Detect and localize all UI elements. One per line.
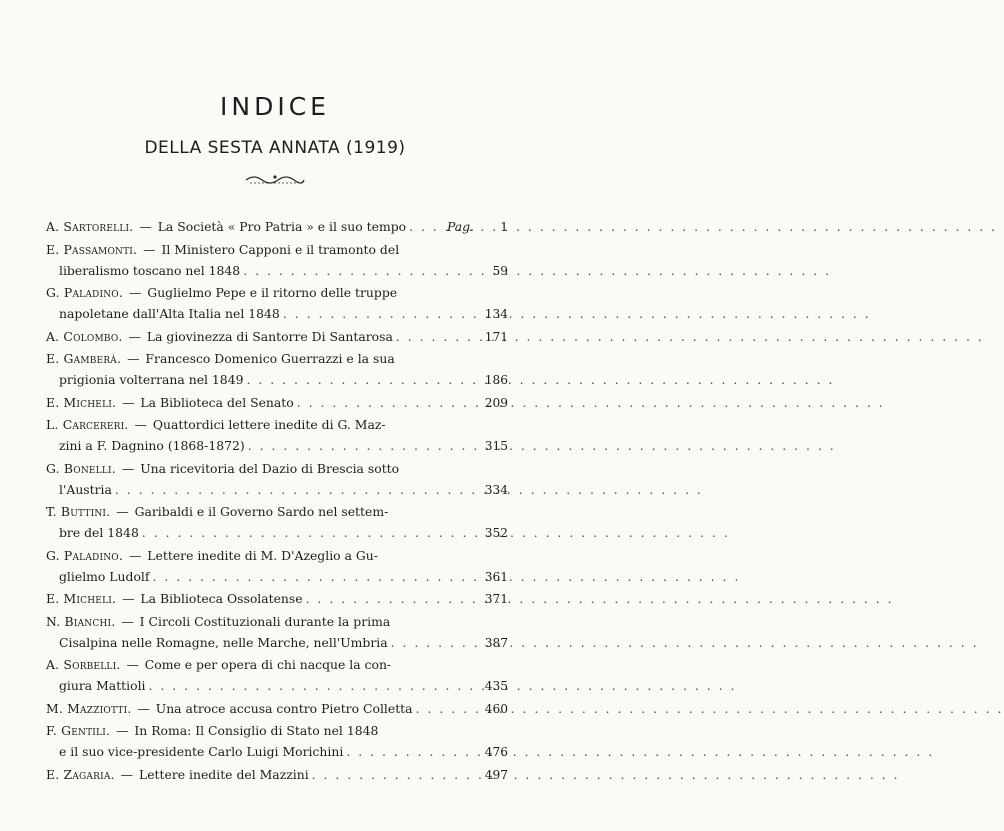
toc-entry-dash: — [117,460,139,476]
toc-entry[interactable] [46,326,508,347]
toc-leader-dots [406,216,447,237]
toc-entry[interactable] [46,545,508,587]
toc-entry-title: l'Austria [59,481,112,497]
toc-entry-dash: — [133,700,154,716]
toc-leader-dots [303,588,480,609]
toc-entry-continuation-line [46,566,508,587]
toc-entry-title: Lettere inedite del Mazzini [138,766,309,782]
toc-entry-title: La Biblioteca del Senato [140,394,294,410]
toc-entry-continuation-line [46,435,508,456]
toc-entry-dash: — [123,351,144,366]
toc-entry-dash: — [135,219,156,234]
toc-entry-text [46,698,413,719]
decorative-ornament-icon [244,172,306,188]
toc-leader-dots [245,435,480,456]
toc-entry-continuation-line [46,303,508,324]
toc-entry-author: T. Buttini. [46,504,111,519]
toc-page-number: 435 [484,679,508,693]
toc-leader-dots [393,326,480,347]
toc-page-number: 387 [484,635,508,650]
toc-entry-first-line [46,282,508,303]
toc-entry-text [59,303,280,324]
toc-entry-first-line [46,501,508,522]
toc-entry-text [59,675,146,696]
toc-entry-title: napoletane dall'Alta Italia nel 1848 [59,306,280,321]
toc-entry-author: A. Sorbelli. [46,657,121,672]
toc-entry-author: E. Micheli. [46,591,117,606]
toc-entry-text [59,479,112,500]
toc-leader-dots [280,303,480,324]
toc-page-number: 352 [484,526,508,540]
toc-entry-text [59,260,240,281]
toc-entry-title: bre del 1848 [59,525,139,540]
toc-entry-title: Francesco Domenico Guerrazzi e la sua [145,351,395,366]
toc-entry[interactable] [46,414,508,456]
toc-page-number: 315 [484,439,508,453]
toc-entry-text [46,588,303,609]
toc-entry-dash: — [112,504,133,519]
toc-entry-dash: — [118,591,139,606]
toc-entry-first-line [46,458,508,479]
toc-entry-title: La giovinezza di Santorre Di Santarosa [146,328,393,344]
toc-entry-text [59,522,139,543]
toc-entry-title: liberalismo toscano nel 1848 [59,262,241,278]
toc-entry-title: Una atroce accusa contro Pietro Colletta [155,700,413,716]
toc-entry-title: La Società « Pro Patria » e il suo tempo [157,219,407,234]
toc-entry-first-line [46,588,508,609]
toc-entry-title: prigionia volterrana nel 1849 [59,372,244,387]
toc-entry-first-line [46,611,508,632]
toc-entry-dash: — [125,547,146,563]
toc-entry-continuation-line [46,369,508,390]
toc-entry-text [46,348,395,369]
toc-entry-text [46,611,390,632]
toc-page-number: 186 [484,373,508,387]
toc-entry-continuation-line [46,632,508,653]
toc-entry[interactable] [46,764,508,785]
table-of-contents [46,216,508,786]
toc-leader-dots [139,522,480,543]
toc-entry[interactable] [46,588,508,609]
toc-page-number: 209 [484,395,508,410]
toc-entry[interactable] [46,611,508,653]
toc-entry-title: Il Ministero Capponi e il tramonto del [161,241,400,257]
toc-entry-author: G. Paladino. [46,547,124,563]
toc-entry-title: In Roma: Il Consiglio di Stato nel 1848 [134,723,379,738]
toc-leader-dots [388,632,480,653]
toc-entry[interactable] [46,720,508,762]
toc-entry-author: F. Gentili. [46,723,111,738]
toc-entry-dash: — [116,766,137,782]
toc-entry-title: Una ricevitoria del Dazio di Brescia sotto [140,460,400,476]
toc-leader-dots [146,675,480,696]
toc-leader-dots [309,764,480,785]
toc-entry-title: La Biblioteca Ossolatense [140,591,303,606]
toc-entry[interactable] [46,501,508,543]
toc-entry-first-line [46,414,508,435]
toc-entry-author: E. Zagaria. [46,766,115,782]
toc-entry-dash: — [139,241,160,257]
toc-entry-text [46,216,406,237]
toc-leader-dots [343,741,480,762]
toc-page-number: 371 [484,592,508,606]
toc-entry[interactable] [46,239,508,281]
toc-entry-dash: — [118,394,139,410]
toc-page-number: 361 [484,569,508,584]
toc-entry-first-line [46,348,508,369]
page-subtitle: DELLA SESTA ANNATA (1919) [144,138,406,158]
toc-entry[interactable] [46,392,508,413]
toc-entry-first-line [46,216,508,237]
toc-entry-title: giura Mattioli [59,678,146,693]
toc-leader-dots [240,260,480,281]
toc-leader-dots [243,369,480,390]
toc-entry[interactable] [46,216,508,237]
toc-entry-author: A. Colombo. [46,328,123,344]
toc-entry-author: E. Micheli. [46,394,117,410]
toc-entry-title: Come e per opera di chi nacque la con- [144,657,392,672]
toc-page-number: 476 [484,745,508,759]
toc-entry-text [59,632,388,653]
toc-page-number: 171 [484,329,508,344]
toc-entry-text [46,545,378,566]
toc-entry-continuation-line [46,741,508,762]
toc-entry-author: E. Passamonti. [46,241,138,257]
toc-entry[interactable] [46,282,508,324]
toc-entry-dash: — [112,723,133,738]
toc-entry-text [59,741,343,762]
toc-entry-text [46,458,399,479]
toc-entry-title: e il suo vice-presidente Carlo Luigi Morichini [59,744,344,759]
toc-entry-author: A. Sartorelli. [46,219,134,234]
toc-entry-dash: — [117,613,138,629]
toc-entry-dash: — [124,328,145,344]
toc-entry-title: Quattordici lettere inedite di G. Maz- [152,417,386,432]
toc-entry-continuation-line [46,522,508,543]
toc-entry-title: Guglielmo Pepe e il ritorno delle truppe [147,285,398,300]
toc-entry-text [46,414,386,435]
toc-page-number: 1 [500,220,508,234]
toc-entry-title: Lettere inedite di M. D'Azeglio a Gu- [147,547,378,563]
toc-entry-text [46,326,393,347]
toc-entry[interactable] [46,698,508,719]
toc-page-number: 334 [484,482,508,497]
toc-leader-dots [149,566,480,587]
toc-entry-title: glielmo Ludolf [59,568,150,584]
toc-entry-first-line [46,239,508,260]
toc-entry-first-line [46,545,508,566]
toc-entry-text [46,282,397,303]
toc-entry-continuation-line [46,675,508,696]
toc-entry-author: G. Bonelli. [46,460,116,476]
toc-entry[interactable] [46,654,508,696]
toc-entry-text [46,654,391,675]
toc-entry[interactable] [46,348,508,390]
toc-entry-title: I Circoli Costituzionali durante la prima [139,613,391,629]
toc-page-prefix: Pag. [446,219,474,234]
toc-page-number: 497 [484,767,508,782]
toc-entry-continuation-line [46,479,508,500]
toc-entry-text [59,369,243,390]
toc-entry-dash: — [122,657,143,672]
toc-leader-dots [413,698,480,719]
page-title: INDICE [220,92,330,121]
toc-entry-author: L. Carcereri. [46,417,129,432]
toc-entry-first-line [46,326,508,347]
toc-entry-text [46,764,309,785]
toc-leader-dots [112,479,480,500]
toc-entry[interactable] [46,458,508,500]
toc-entry-first-line [46,392,508,413]
toc-entry-text [46,720,378,741]
toc-entry-author: N. Bianchi. [46,613,116,629]
toc-entry-continuation-line [46,260,508,281]
toc-entry-title: Garibaldi e il Governo Sardo nel settem- [134,504,389,519]
toc-entry-first-line [46,698,508,719]
toc-leader-dots [294,392,480,413]
toc-entry-dash: — [125,285,146,300]
toc-page-number: 134 [484,307,508,321]
toc-entry-text [46,239,399,260]
toc-entry-text [59,435,245,456]
toc-entry-text [46,392,294,413]
toc-entry-title: Cisalpina nelle Romagne, nelle Marche, nell'Umbria [59,634,388,650]
toc-entry-title: zini a F. Dagnino (1868-1872) [59,438,245,453]
toc-entry-first-line [46,654,508,675]
toc-entry-author: G. Paladino. [46,285,124,300]
toc-entry-first-line [46,764,508,785]
toc-entry-first-line [46,720,508,741]
toc-entry-text [59,566,149,587]
toc-entry-text [46,501,388,522]
toc-page-number: 460 [484,701,508,716]
toc-entry-dash: — [130,417,151,432]
toc-entry-author: M. Mazziotti. [46,700,132,716]
toc-entry-author: E. Gamberà. [46,351,122,366]
toc-page-number: 59 [492,263,508,278]
